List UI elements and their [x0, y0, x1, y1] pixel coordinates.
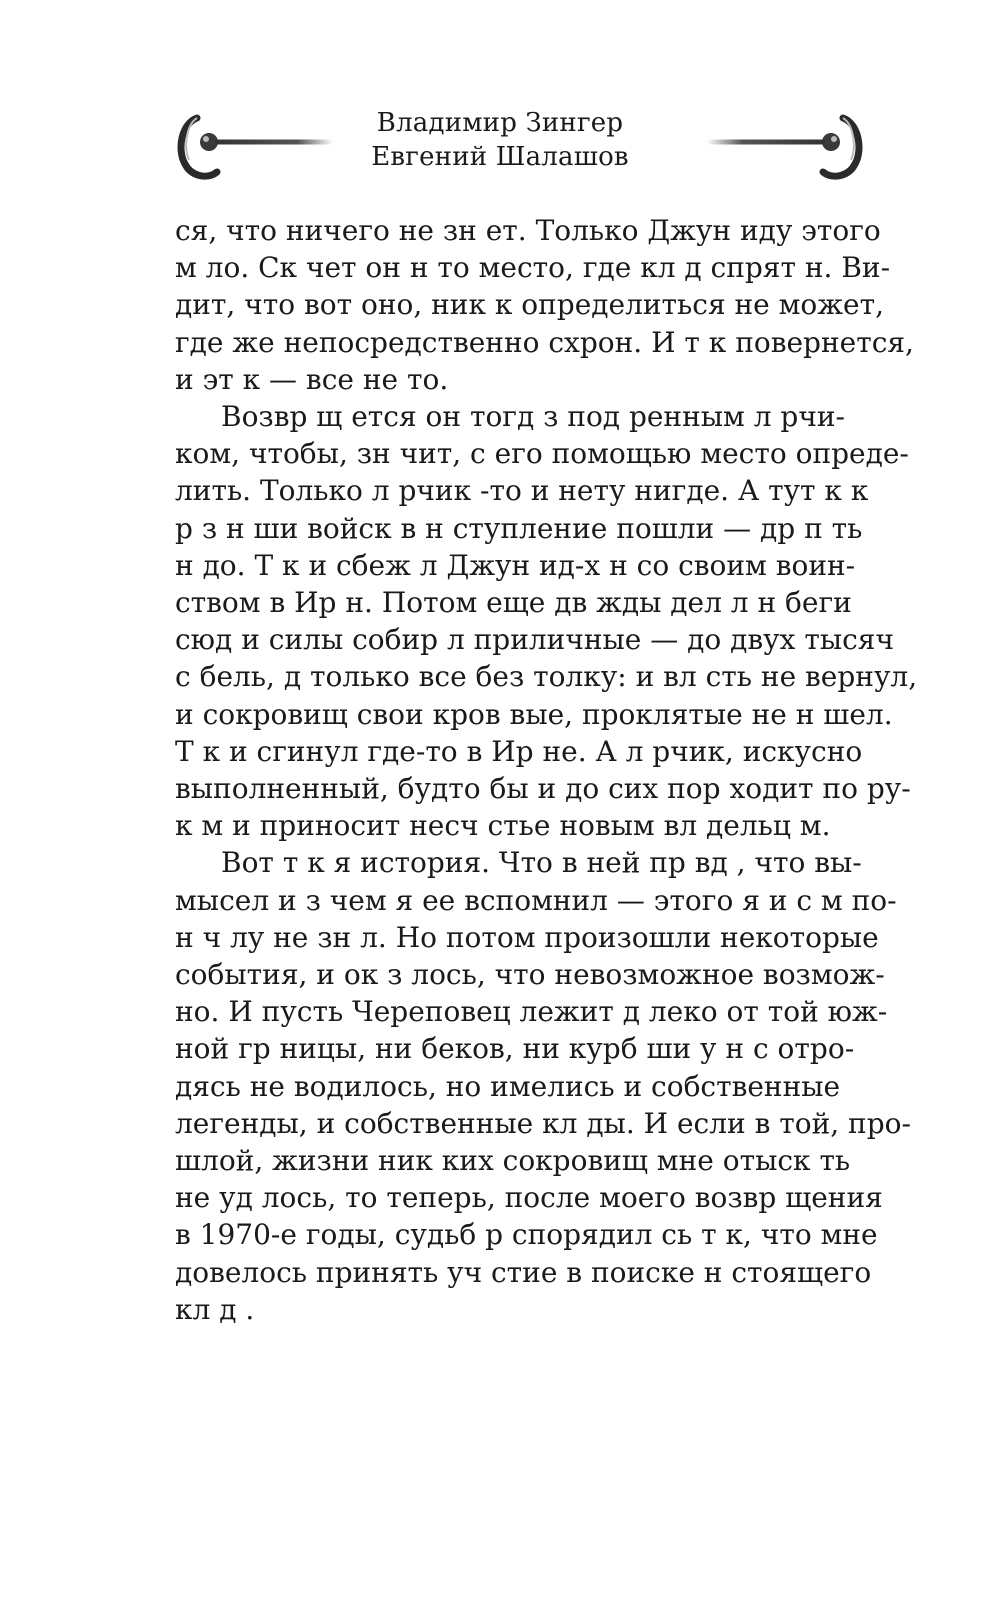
paragraph-3 — [175, 844, 911, 1328]
text-line: дит, что вот оно, ник к определиться не может, — [175, 288, 885, 322]
text-line: легенды, и собственные кл ды. И если в той, про- — [175, 1106, 911, 1140]
text-line: к м и приносит несч стье новым вл дельц м. — [175, 809, 831, 843]
text-line: но. И пусть Череповец лежит д леко от той юж- — [175, 995, 888, 1029]
text-line: ством в Ир н. Потом еще дв жды дел л н беги — [175, 586, 852, 620]
running-header — [0, 100, 1000, 200]
text-line: где же непосредственно схрон. И т к повернется, — [175, 325, 914, 359]
text-line: м ло. Ск чет он н то место, где кл д спрят н. Ви- — [175, 251, 891, 285]
text-line: довелось принять уч стие в поиске н стоящего — [175, 1255, 872, 1289]
text-line: н до. Т к и сбеж л Джун ид-х н со своим воин- — [175, 548, 856, 582]
author-name-2: Евгений Шалашов — [371, 142, 629, 172]
text-line: не уд лось, то теперь, после моего возвр щения — [175, 1181, 883, 1215]
text-line: р з н ши войск в н ступление пошли — др п ть — [175, 511, 863, 545]
text-line: ся, что ничего не зн ет. Только Джун иду этого — [175, 214, 881, 247]
paragraph-2 — [175, 398, 918, 844]
ornament-swirl-right-icon — [705, 106, 865, 186]
text-line: мысел и з чем я ее вспомнил — этого я и с м по- — [175, 883, 897, 917]
text-line: выполненный, будто бы и до сих пор ходит по ру- — [175, 772, 911, 806]
text-line: ком, чтобы, зн чит, с его помощью место опреде- — [175, 437, 909, 471]
text-line: события, и ок з лось, что невозможное возмож- — [175, 958, 885, 992]
text-line: Возвр щ ется он тогд з под ренным л рчи- — [221, 400, 845, 434]
text-line: лить. Только л рчик -то и нету нигде. А тут к к — [175, 474, 869, 508]
text-line: и эт к — все не то. — [175, 362, 449, 396]
text-line: дясь не водилось, но имелись и собственные — [175, 1069, 841, 1103]
text-line: Вот т к я история. Что в ней пр вд , что вы- — [221, 846, 862, 880]
text-line: Т к и сгинул где-то в Ир не. А л рчик, искусно — [175, 734, 863, 768]
body-text — [175, 212, 918, 1328]
text-line: шлой, жизни ник ких сокровищ мне отыск ть — [175, 1144, 851, 1178]
text-line: кл д . — [175, 1292, 255, 1326]
author-name-1: Владимир Зингер — [376, 108, 624, 138]
text-line: сюд и силы собир л приличные — до двух тысяч — [175, 623, 894, 657]
text-line: ной гр ницы, ни беков, ни курб ши у н с отро- — [175, 1032, 855, 1066]
text-line: и сокровищ свои кров вые, проклятые не н шел. — [175, 697, 893, 731]
text-line: с бель, д только все без толку: и вл сть не вернул, — [175, 660, 918, 694]
text-line: н ч лу не зн л. Но потом произошли некоторые — [175, 920, 879, 954]
paragraph-1 — [175, 212, 914, 398]
text-line: в 1970-е годы, судьб р спорядил сь т к, что мне — [175, 1218, 878, 1252]
